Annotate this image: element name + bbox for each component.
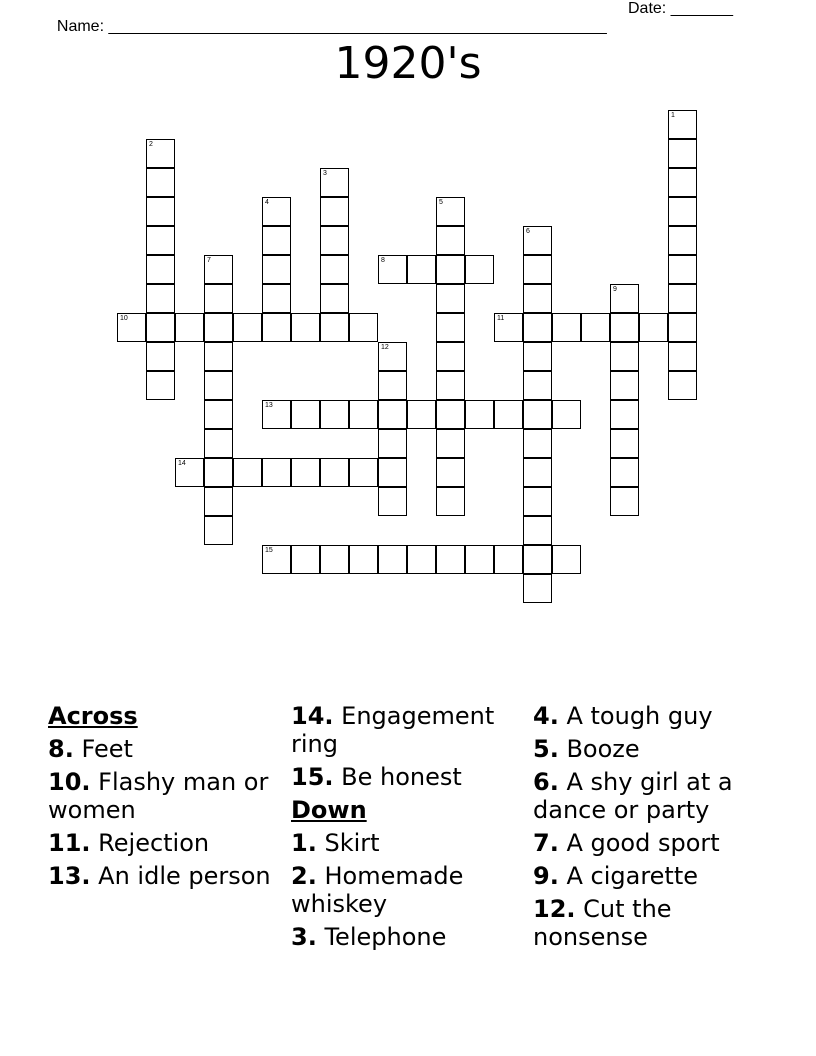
grid-cell[interactable] (407, 255, 436, 284)
grid-cell[interactable] (552, 400, 581, 429)
grid-cell[interactable] (465, 400, 494, 429)
grid-cell[interactable] (523, 516, 552, 545)
grid-cell[interactable] (610, 371, 639, 400)
grid-cell[interactable] (668, 139, 697, 168)
clue-number-label: 2 (149, 141, 153, 148)
clue-number-label: 14 (178, 460, 186, 467)
clue-text: Rejection (98, 829, 210, 857)
grid-cell[interactable] (523, 255, 552, 284)
grid-cell[interactable] (465, 255, 494, 284)
clue-number: 1. (291, 829, 317, 857)
clue-text: An idle person (98, 862, 271, 890)
clue-text: Booze (566, 735, 640, 763)
clue-text: Telephone (324, 923, 447, 951)
grid-cell[interactable] (320, 458, 349, 487)
grid-cell[interactable] (436, 342, 465, 371)
clue-number: 6. (533, 768, 559, 796)
grid-cell[interactable] (494, 313, 523, 342)
grid-cell[interactable] (204, 487, 233, 516)
grid-cell[interactable] (378, 545, 407, 574)
grid-cell[interactable] (436, 313, 465, 342)
clue-number: 14. (291, 702, 334, 730)
grid-cell[interactable] (610, 284, 639, 313)
clue-text: Flashy man or women (48, 768, 269, 824)
clue-text: Feet (81, 735, 133, 763)
clue-number-label: 8 (381, 257, 385, 264)
grid-cell[interactable] (436, 226, 465, 255)
grid-cell[interactable] (349, 400, 378, 429)
grid-cell[interactable] (668, 371, 697, 400)
clue-number: 7. (533, 829, 559, 857)
clue-number-label: 3 (323, 170, 327, 177)
grid-cell[interactable] (378, 458, 407, 487)
grid-cell[interactable] (436, 545, 465, 574)
clue-number: 9. (533, 862, 559, 890)
grid-cell[interactable] (320, 284, 349, 313)
grid-cell[interactable] (668, 255, 697, 284)
grid-cell[interactable] (465, 545, 494, 574)
grid-cell[interactable] (523, 226, 552, 255)
grid-cell[interactable] (291, 545, 320, 574)
clue-number-label: 4 (265, 199, 269, 206)
grid-cell[interactable] (320, 313, 349, 342)
grid-cell[interactable] (349, 545, 378, 574)
grid-cell[interactable] (320, 400, 349, 429)
grid-cell[interactable] (320, 226, 349, 255)
grid-cell[interactable] (436, 458, 465, 487)
clue-text: Skirt (324, 829, 380, 857)
clue-number: 15. (291, 763, 334, 791)
grid-cell[interactable] (436, 197, 465, 226)
grid-cell[interactable] (175, 458, 204, 487)
clue-down-6 (533, 768, 763, 824)
clue-across-11 (48, 829, 278, 857)
grid-cell[interactable] (204, 400, 233, 429)
clue-down-7 (533, 829, 763, 857)
grid-cell[interactable] (262, 400, 291, 429)
clue-text: A tough guy (566, 702, 713, 730)
grid-cell[interactable] (204, 284, 233, 313)
grid-cell[interactable] (146, 255, 175, 284)
grid-cell[interactable] (233, 458, 262, 487)
grid-cell[interactable] (204, 458, 233, 487)
clue-number: 11. (48, 829, 91, 857)
clue-text: Cut the nonsense (533, 895, 672, 951)
grid-cell[interactable] (378, 400, 407, 429)
grid-cell[interactable] (262, 458, 291, 487)
grid-cell[interactable] (610, 342, 639, 371)
grid-cell[interactable] (668, 168, 697, 197)
clue-across-13 (48, 862, 278, 890)
grid-cell[interactable] (523, 371, 552, 400)
grid-cell[interactable] (349, 313, 378, 342)
clue-number-label: 7 (207, 257, 211, 264)
grid-cell[interactable] (523, 313, 552, 342)
date-field-label[interactable]: Date: _______ (628, 0, 733, 17)
clue-column-1 (48, 702, 278, 895)
grid-cell[interactable] (436, 371, 465, 400)
clue-number: 3. (291, 923, 317, 951)
clue-down-1 (291, 829, 521, 857)
clue-number-label: 6 (526, 228, 530, 235)
grid-cell[interactable] (610, 313, 639, 342)
clue-number-label: 15 (265, 547, 273, 554)
grid-cell[interactable] (494, 545, 523, 574)
clue-number: 12. (533, 895, 576, 923)
grid-cell[interactable] (262, 197, 291, 226)
grid-cell[interactable] (610, 487, 639, 516)
grid-cell[interactable] (523, 284, 552, 313)
grid-cell[interactable] (523, 429, 552, 458)
clue-number: 13. (48, 862, 91, 890)
grid-cell[interactable] (320, 197, 349, 226)
clue-text: A shy girl at a dance or party (533, 768, 733, 824)
grid-cell[interactable] (320, 168, 349, 197)
grid-cell[interactable] (378, 429, 407, 458)
name-field-label[interactable]: Name: ________________________________________________________ (56, 18, 607, 35)
clue-number-label: 13 (265, 402, 273, 409)
clue-number: 2. (291, 862, 317, 890)
grid-cell[interactable] (262, 313, 291, 342)
grid-cell[interactable] (581, 313, 610, 342)
clue-down-12 (533, 895, 763, 951)
clue-number: 4. (533, 702, 559, 730)
grid-cell[interactable] (552, 313, 581, 342)
grid-cell[interactable] (523, 545, 552, 574)
clue-number: 10. (48, 768, 91, 796)
grid-cell[interactable] (262, 255, 291, 284)
grid-cell[interactable] (146, 284, 175, 313)
down-heading: Down (291, 796, 367, 824)
clue-column-3 (533, 702, 763, 956)
clue-text: Engagement ring (291, 702, 495, 758)
grid-cell[interactable] (436, 400, 465, 429)
grid-cell[interactable] (436, 255, 465, 284)
grid-cell[interactable] (668, 110, 697, 139)
grid-cell[interactable] (146, 226, 175, 255)
clue-down-4 (533, 702, 763, 730)
clue-number-label: 11 (497, 315, 505, 322)
grid-cell[interactable] (552, 545, 581, 574)
grid-cell[interactable] (146, 139, 175, 168)
clue-list (48, 702, 768, 1002)
grid-cell[interactable] (378, 255, 407, 284)
grid-cell[interactable] (610, 429, 639, 458)
clue-text: A good sport (566, 829, 720, 857)
grid-cell[interactable] (204, 313, 233, 342)
grid-cell[interactable] (668, 284, 697, 313)
clue-down-5 (533, 735, 763, 763)
clue-text: A cigarette (566, 862, 699, 890)
grid-cell[interactable] (291, 400, 320, 429)
grid-cell[interactable] (378, 342, 407, 371)
clue-number: 5. (533, 735, 559, 763)
clue-text: Be honest (341, 763, 462, 791)
grid-cell[interactable] (320, 545, 349, 574)
grid-cell[interactable] (117, 313, 146, 342)
grid-cell[interactable] (523, 487, 552, 516)
grid-cell[interactable] (610, 400, 639, 429)
grid-cell[interactable] (668, 226, 697, 255)
clue-down-2 (291, 862, 521, 918)
clue-across-14 (291, 702, 521, 758)
clue-text: Homemade whiskey (291, 862, 464, 918)
grid-cell[interactable] (291, 458, 320, 487)
grid-cell[interactable] (610, 458, 639, 487)
grid-cell[interactable] (639, 313, 668, 342)
clue-across-8 (48, 735, 278, 763)
clue-number-label: 12 (381, 344, 389, 351)
grid-cell[interactable] (494, 400, 523, 429)
clue-number-label: 9 (613, 286, 617, 293)
puzzle-title: 1920's (334, 38, 482, 89)
grid-cell[interactable] (349, 458, 378, 487)
grid-cell[interactable] (320, 255, 349, 284)
grid-cell[interactable] (262, 226, 291, 255)
clue-number-label: 10 (120, 315, 128, 322)
grid-cell[interactable] (233, 313, 262, 342)
grid-cell[interactable] (523, 458, 552, 487)
grid-cell[interactable] (407, 545, 436, 574)
clue-number-label: 5 (439, 199, 443, 206)
grid-cell[interactable] (436, 429, 465, 458)
grid-cell[interactable] (262, 284, 291, 313)
grid-cell[interactable] (668, 313, 697, 342)
clue-down-3 (291, 923, 521, 951)
grid-cell[interactable] (146, 371, 175, 400)
grid-cell[interactable] (523, 342, 552, 371)
grid-cell[interactable] (175, 313, 204, 342)
grid-cell[interactable] (146, 342, 175, 371)
grid-cell[interactable] (204, 516, 233, 545)
grid-cell[interactable] (204, 342, 233, 371)
grid-cell[interactable] (378, 371, 407, 400)
across-heading: Across (48, 702, 138, 730)
grid-cell[interactable] (523, 400, 552, 429)
grid-cell[interactable] (204, 429, 233, 458)
grid-cell[interactable] (436, 487, 465, 516)
grid-cell[interactable] (146, 313, 175, 342)
clue-column-2 (291, 702, 521, 956)
clue-down-9 (533, 862, 763, 890)
grid-cell[interactable] (407, 400, 436, 429)
grid-cell[interactable] (146, 197, 175, 226)
clue-across-10 (48, 768, 278, 824)
grid-cell[interactable] (523, 574, 552, 603)
grid-cell[interactable] (668, 342, 697, 371)
clue-number: 8. (48, 735, 74, 763)
clue-across-15 (291, 763, 521, 791)
grid-cell[interactable] (262, 545, 291, 574)
clue-number-label: 1 (671, 112, 675, 119)
grid-cell[interactable] (378, 487, 407, 516)
grid-cell[interactable] (436, 284, 465, 313)
grid-cell[interactable] (668, 197, 697, 226)
grid-cell[interactable] (291, 313, 320, 342)
grid-cell[interactable] (204, 255, 233, 284)
grid-cell[interactable] (146, 168, 175, 197)
grid-cell[interactable] (204, 371, 233, 400)
